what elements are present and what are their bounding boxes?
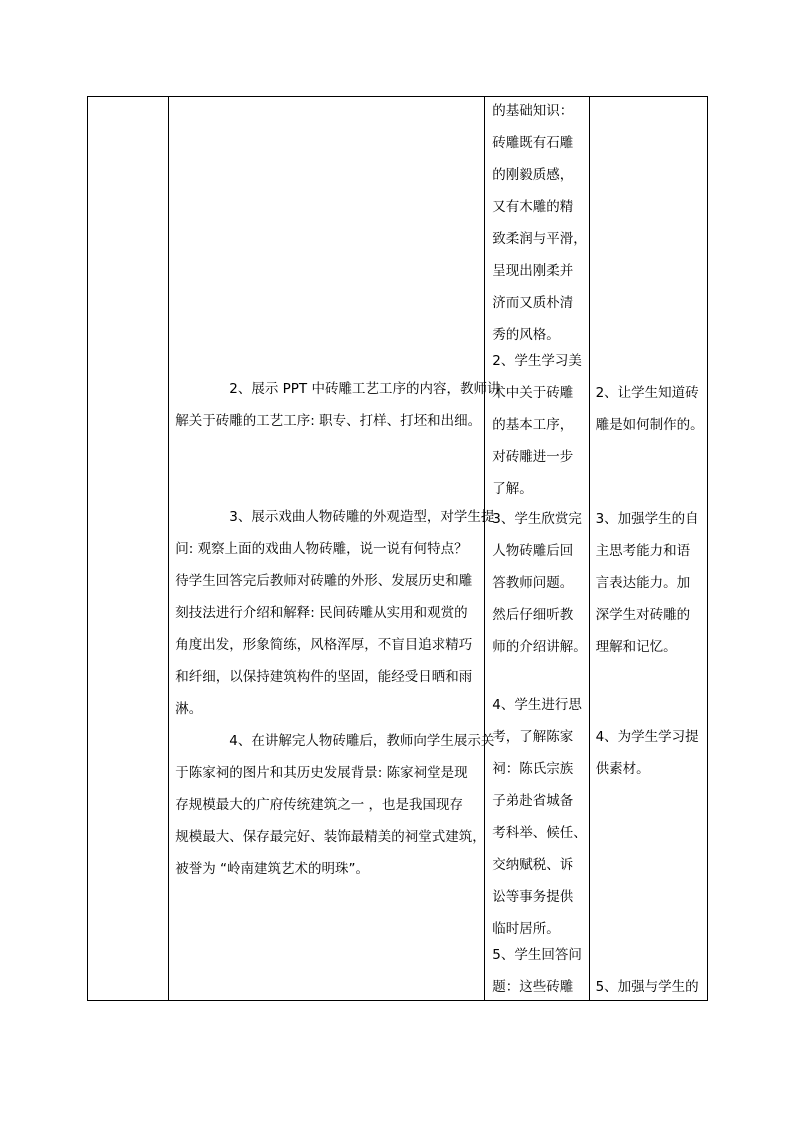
text-line: 雕是如何制作的。 (595, 417, 704, 433)
text-line: 讼等事务提供 (492, 889, 574, 905)
text-line: 人物砖雕后回 (492, 543, 574, 559)
text-line: 答教师问题。 (492, 575, 574, 591)
teacher-activity-cell (169, 97, 501, 1001)
text-line: 问: 观察上面的戏曲人物砖雕，说一说有何特点？ (175, 541, 468, 557)
text-line: 解关于砖雕的工艺工序: 职专、打样、打坯和出细。 (175, 413, 482, 429)
text-line: 致柔润与平滑， (492, 231, 587, 247)
text-line: 4、在讲解完人物砖雕后，教师向学生展示关 (229, 733, 495, 749)
text-line: 的刚毅质感， (492, 167, 574, 183)
text-line: 题：这些砖雕 (492, 979, 574, 995)
text-line: 呈现出刚柔并 (492, 263, 574, 279)
text-line: 3、学生欣赏完 (492, 511, 582, 527)
text-line: 子弟赴省城备 (492, 793, 574, 809)
text-line: 祠：陈氏宗族 (492, 761, 574, 777)
design-intent-2 (596, 377, 706, 441)
text-line: 考，了解陈家 (492, 729, 574, 745)
text-line: 5、学生回答问 (492, 947, 582, 963)
text-line: 的基础知识： (492, 103, 574, 119)
student-activity-5 (492, 939, 584, 1003)
text-line: 供素材。 (595, 761, 650, 777)
text-line: 考科举、候任、 (492, 825, 587, 841)
text-line: 3、展示戏曲人物砖雕的外观造型，对学生提 (229, 509, 495, 525)
text-line: 理解和记忆。 (595, 639, 677, 655)
stage-column-cell (88, 97, 169, 1001)
table-row (88, 97, 708, 1001)
teacher-activity-3 (175, 501, 495, 725)
student-activity-4 (492, 689, 587, 945)
design-intent-5 (596, 971, 706, 1003)
text-line: 深学生对砖雕的 (595, 607, 691, 623)
text-line: 淋。 (175, 701, 203, 717)
text-line: 待学生回答完后教师对砖雕的外形、发展历史和雕 (175, 573, 473, 589)
text-line: 和纤细，以保持建筑构件的坚固，能经受日晒和雨 (175, 669, 473, 685)
text-line: 交纳赋税、诉 (492, 857, 574, 873)
teacher-activity-2 (175, 373, 501, 437)
text-line: 2、让学生知道砖 (595, 385, 699, 401)
text-line: 言表达能力。加 (595, 575, 691, 591)
text-line: 存规模最大的广府传统建筑之一 ，也是我国现存 (175, 797, 464, 813)
text-line: 刻技法进行介绍和解释: 民间砖雕从实用和观赏的 (175, 605, 468, 621)
text-line: 然后仔细听教 (492, 607, 574, 623)
text-line: 2、学生学习美 (492, 353, 582, 369)
design-intent-cell (589, 97, 707, 1001)
lesson-plan-table (87, 96, 708, 1001)
text-line: 4、学生进行思 (492, 697, 582, 713)
text-line: 的基本工序， (492, 417, 574, 433)
text-line: 于陈家祠的图片和其历史发展背景: 陈家祠堂是现 (175, 765, 468, 781)
text-line: 3、加强学生的自 (595, 511, 699, 527)
student-activity-2 (492, 345, 584, 505)
text-line: 主思考能力和语 (595, 543, 691, 559)
text-line: 对砖雕进一步 (492, 449, 574, 465)
text-line: 砖雕既有石雕 (492, 135, 574, 151)
text-line: 4、为学生学习提 (595, 729, 699, 745)
design-intent-3 (596, 503, 706, 663)
design-intent-4 (596, 721, 706, 785)
text-line: 规模最大、保存最完好、装饰最精美的祠堂式建筑， (175, 829, 486, 845)
student-activity-3 (492, 503, 587, 663)
text-line: 5、加强与学生的 (595, 979, 699, 995)
text-line: 术中关于砖雕 (492, 385, 574, 401)
student-activity-1 (492, 95, 587, 351)
student-activity-cell (485, 97, 589, 1001)
text-line: 了解。 (492, 481, 533, 497)
text-line: 济而又质朴清 (492, 295, 574, 311)
text-line: 被誉为 “岭南建筑艺术的明珠”。 (175, 861, 370, 877)
text-line: 临时居所。 (492, 921, 560, 937)
text-line: 又有木雕的精 (492, 199, 574, 215)
text-line: 2、展示 PPT 中砖雕工艺工序的内容，教师讲 (229, 381, 501, 397)
teacher-activity-4 (175, 725, 495, 885)
text-line: 师的介绍讲解。 (492, 639, 587, 655)
text-line: 角度出发，形象简练，风格浑厚，不盲目追求精巧 (175, 637, 473, 653)
text-line: 秀的风格。 (492, 327, 560, 343)
